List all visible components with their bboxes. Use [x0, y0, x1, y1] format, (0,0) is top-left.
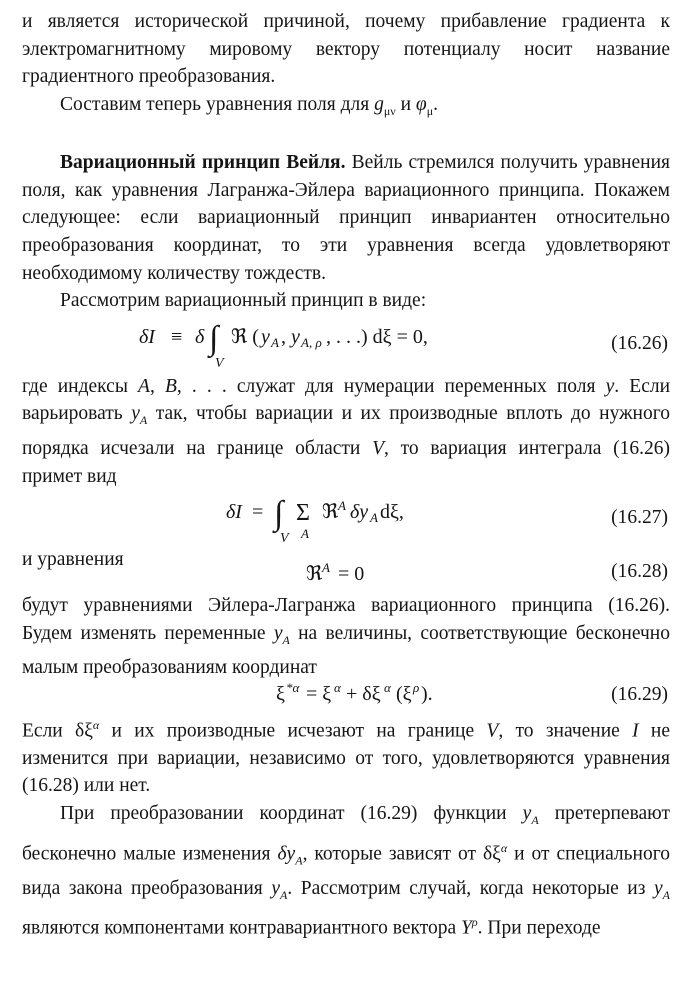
equation-number-16-29: (16.29)	[611, 683, 668, 705]
svg-text:ℜ (: ℜ (	[231, 325, 259, 348]
svg-text:ℜ: ℜ	[306, 563, 323, 586]
equation-16-28	[22, 558, 670, 586]
svg-text:=: =	[252, 501, 264, 524]
paragraph-3: Вариационный принцип Вейля. Вейль стремился получить уравнения поля, как уравнения Лагранжа-Эйлера вариационного принципа. Покажем следующее: если вариационный принцип инвариантен относительно преобразования координат, то эти уравнения всегда удовлетворяют необходимому количеству тождеств.	[22, 152, 670, 284]
paragraph-2: Составим теперь уравнения поля для $g_{\mu\nu}$ и $\varphi_\mu$.	[60, 93, 439, 118]
paragraph-5: где индексы A, B, . . . служат для нумерации переменных поля y. Если варьировать $y_A$ так, чтобы вариации и их производные вплоть до нужного порядка исчезали на границе области V, то вариация интеграла (16.26) примет вид	[22, 375, 671, 487]
paragraph-4: Рассмотрим вариационный принцип в виде:	[60, 290, 427, 312]
section-title: Вариационный принцип Вейля.	[60, 152, 346, 174]
equation-16-27	[22, 490, 670, 546]
svg-text:(ξ: (ξ	[396, 682, 412, 705]
equation-16-29-formula	[216, 678, 476, 712]
svg-text:y: y	[261, 325, 270, 348]
equation-number-16-28: (16.28)	[611, 561, 668, 583]
svg-text:ξ: ξ	[276, 682, 285, 705]
svg-text:y: y	[291, 325, 300, 348]
paragraph-8: Если $\delta\xi^\alpha$ и их производные исчезают на границе V, то значение I не изменится при вариации, независимо от того, удовлетворяются уравнения (16.28) или нет.	[22, 717, 671, 797]
paragraph-9: При преобразовании координат (16.29) функции $y_A$ претерпевают бесконечно малые изменения $\delta y_A$, которые зависят от $\delta\xi^\alpha$ и от специального вида закона преобразования $y_A$. Рассмотрим случай, когда некоторые из $y_A$ являются компонентами контравариантного вектора $Y^\rho$. При переходе	[22, 803, 671, 939]
svg-text:∫: ∫	[274, 495, 284, 533]
svg-text:A, ρ: A, ρ	[301, 334, 322, 350]
svg-text:Σ: Σ	[296, 500, 310, 527]
svg-text:V: V	[280, 531, 289, 547]
svg-text:δ: δ	[195, 325, 205, 348]
svg-text:, . . .) dξ = 0,: , . . .) dξ = 0,	[326, 325, 428, 348]
svg-text:= ξ: = ξ	[306, 682, 332, 705]
svg-text:α: α	[384, 679, 391, 695]
svg-text:A: A	[271, 334, 279, 350]
svg-text:).: ).	[421, 682, 433, 705]
svg-text:α: α	[334, 679, 341, 695]
svg-text:*α: *α	[286, 679, 300, 695]
svg-text:A: A	[370, 510, 378, 526]
svg-text:A: A	[322, 560, 330, 576]
svg-text:= 0: = 0	[338, 563, 365, 586]
equation-16-27-formula	[196, 490, 496, 546]
svg-text:A: A	[338, 498, 346, 514]
equation-16-28-block	[22, 546, 670, 586]
svg-text:δI: δI	[226, 501, 242, 524]
svg-text:dξ,: dξ,	[380, 501, 404, 524]
svg-text:δI: δI	[139, 325, 155, 348]
svg-text:≡: ≡	[171, 325, 183, 348]
svg-text:,: ,	[281, 325, 286, 348]
svg-text:+ δξ: + δξ	[346, 682, 381, 705]
svg-text:V: V	[215, 355, 224, 371]
paragraph-7: будут уравнениями Эйлера-Лагранжа вариационного принципа (16.26). Будем изменять переменные $y_A$ на величины, соответствующие бесконечно малым преобразованиям координат	[22, 595, 670, 679]
paragraph-1: и является исторической причиной, почему прибавление градиента к электромагнитному мировому вектору потенциалу носит название градиентного преобразования.	[22, 11, 670, 88]
equation-16-28-formula	[286, 558, 406, 586]
paragraph-6: и уравнения	[22, 549, 124, 571]
page	[22, 8, 670, 942]
svg-text:ℜ: ℜ	[322, 501, 339, 524]
svg-text:δy: δy	[350, 501, 369, 524]
svg-text:ρ: ρ	[413, 679, 420, 695]
svg-text:A: A	[301, 526, 309, 542]
equation-16-26	[22, 315, 670, 373]
equation-number-16-26: (16.26)	[611, 333, 668, 355]
equation-number-16-27: (16.27)	[611, 507, 668, 529]
equation-16-26-formula	[131, 315, 561, 373]
svg-text:∫: ∫	[209, 319, 219, 357]
equation-16-29	[22, 678, 670, 712]
